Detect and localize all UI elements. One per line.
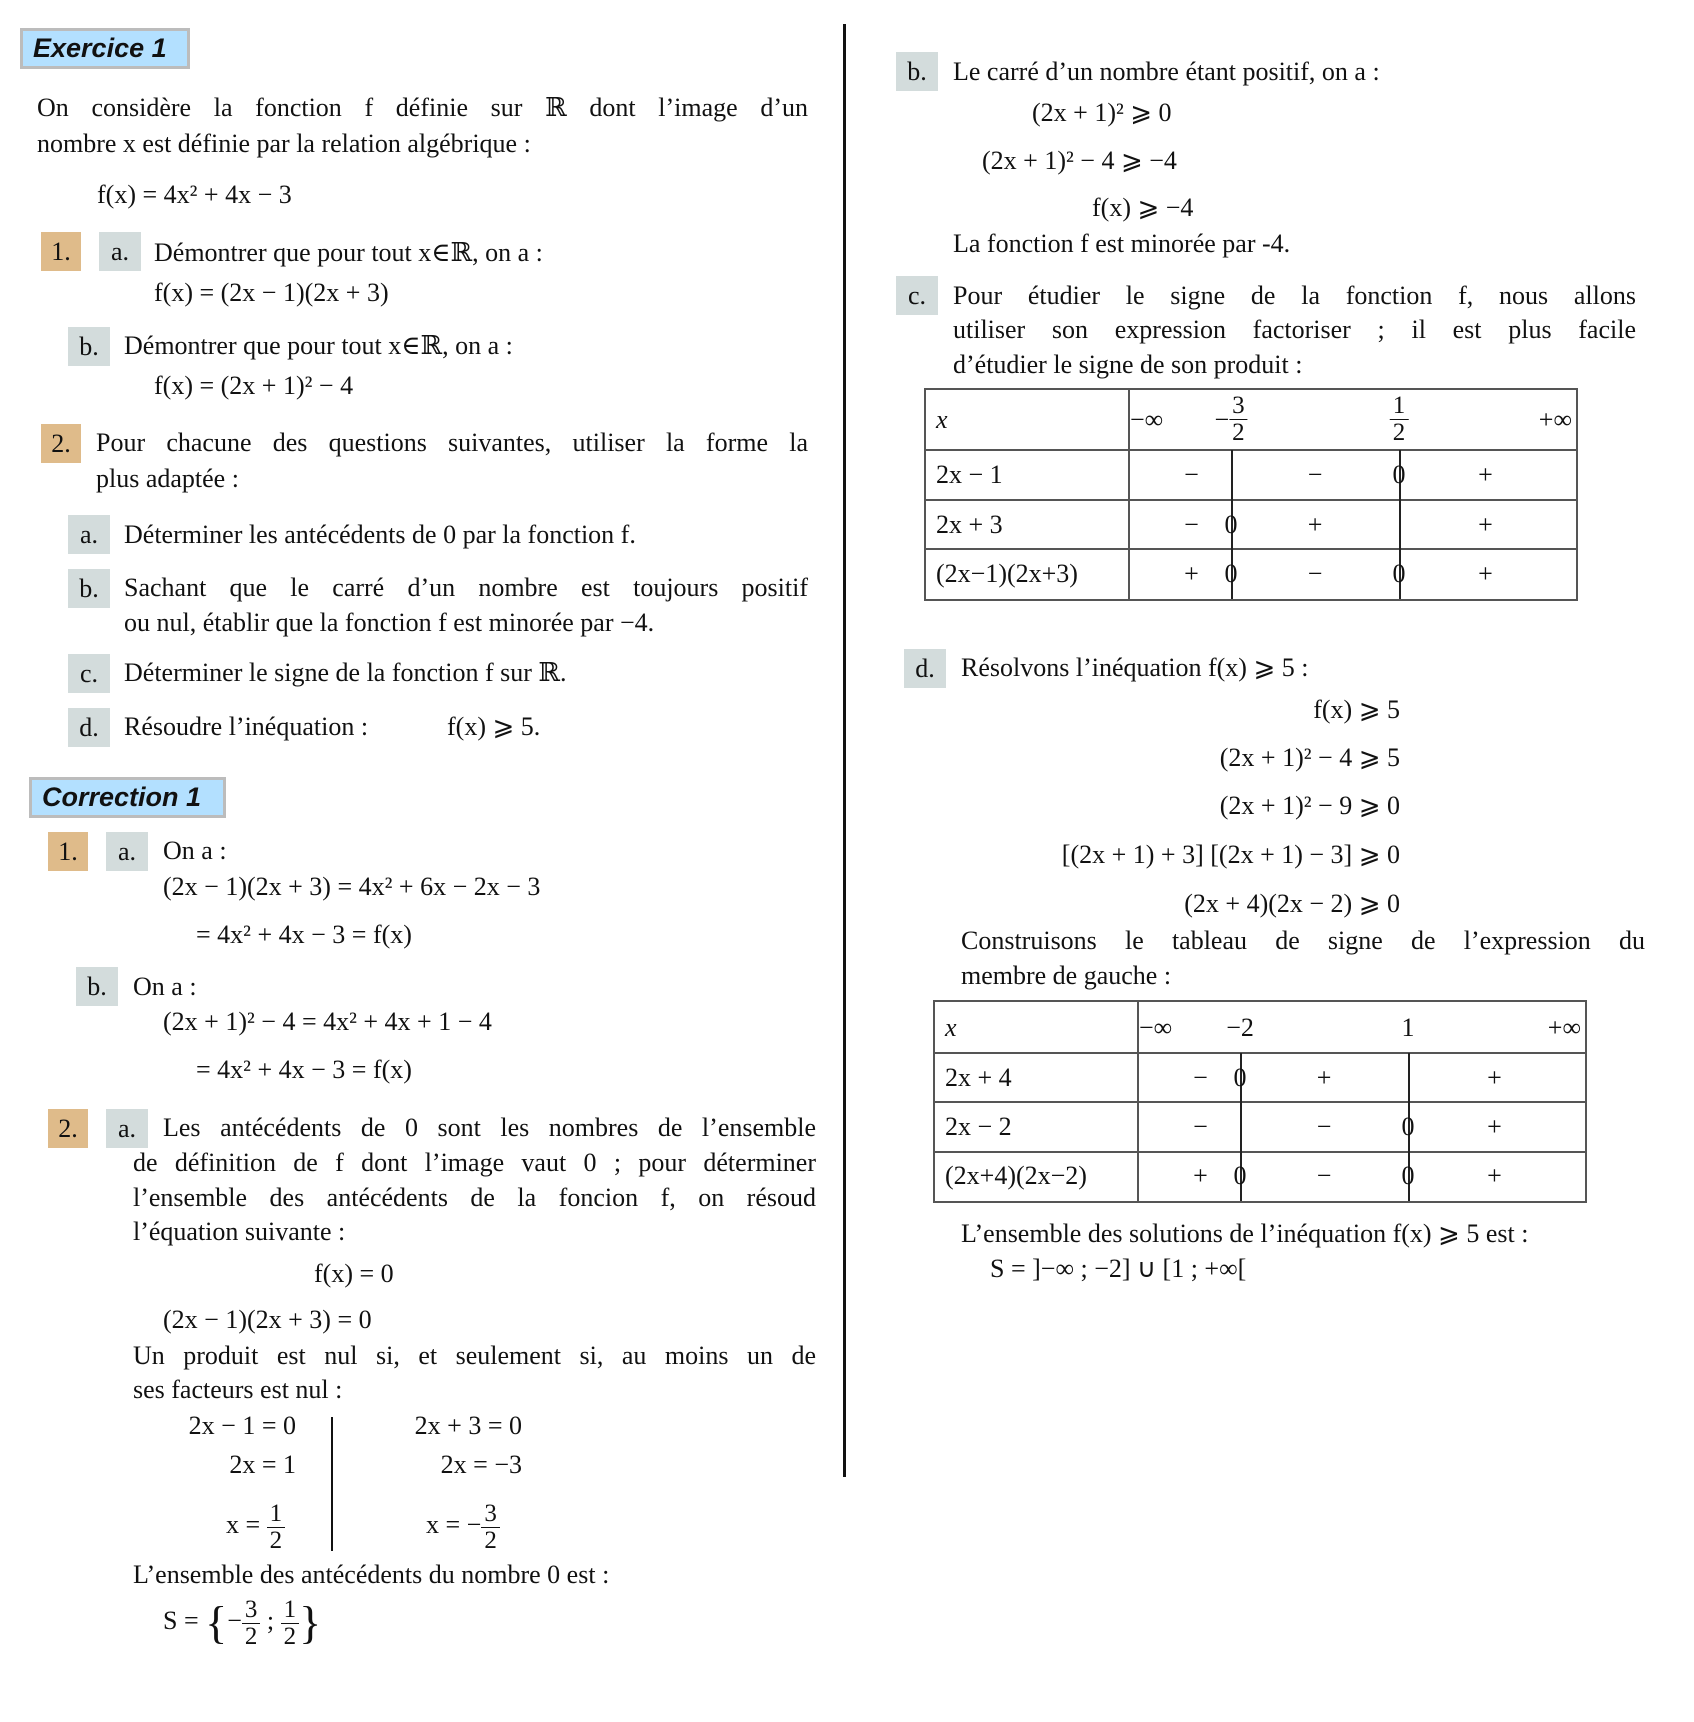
- table-sign: +: [1316, 1062, 1332, 1092]
- formula: (2x + 1)² − 9 ⩾ 0: [1219, 791, 1400, 820]
- table-sign: −: [1316, 1161, 1332, 1191]
- answer-text: l’ensemble des antécédents de la foncion f, on résoud: [133, 1183, 816, 1212]
- question-text: Résoudre l’inéquation :: [124, 712, 369, 741]
- formula: f(x) ⩾ −4: [1092, 193, 1194, 222]
- column-divider: [843, 24, 846, 1477]
- answer-text: l’équation suivante :: [133, 1217, 346, 1246]
- answer-text: de définition de f dont l’image vaut 0 ; pour déterminer: [133, 1148, 816, 1177]
- table-sign: −: [1184, 459, 1199, 489]
- table-row-label: 2x − 2: [945, 1112, 1012, 1141]
- formula: (2x − 1)(2x + 3) = 0: [163, 1305, 372, 1334]
- table-zero: 0: [1224, 559, 1238, 589]
- table-row-separator: [926, 499, 1576, 501]
- question-text: Déterminer les antécédents de 0 par la fonction f.: [124, 520, 636, 549]
- equation-text: x =: [226, 1510, 261, 1539]
- table-zero: 0: [1224, 509, 1238, 539]
- answer-text: La fonction f est minorée par -4.: [953, 229, 1291, 258]
- table-zero: 0: [1233, 1161, 1247, 1191]
- sign-table-inequation: [933, 1000, 1587, 1203]
- formula: (2x + 1)² ⩾ 0: [1032, 98, 1172, 127]
- table-row-separator: [935, 1151, 1585, 1153]
- equation-left-solution: [226, 1498, 285, 1554]
- table-zero: 0: [1392, 459, 1406, 489]
- subquestion-badge: b.: [76, 967, 118, 1006]
- formula: (2x + 1)² − 4 ⩾ −4: [982, 146, 1177, 175]
- table-header-label: x: [945, 1012, 957, 1042]
- fraction: [281, 1597, 300, 1650]
- question-number-badge: 2.: [41, 424, 81, 463]
- formula: [(2x + 1) + 3] [(2x + 1) − 3] ⩾ 0: [1061, 840, 1400, 869]
- function-definition: f(x) = 4x² + 4x − 3: [97, 180, 292, 209]
- question-text: Pour chacune des questions suivantes, utiliser la forme la: [96, 428, 808, 457]
- table-row-separator: [935, 1052, 1585, 1054]
- subquestion-badge: c.: [68, 654, 110, 693]
- table-row-separator: [926, 449, 1576, 451]
- answer-text: utiliser son expression factoriser ; il est plus facile: [953, 315, 1636, 344]
- formula: (2x + 1)² − 4 ⩾ 5: [1219, 743, 1400, 772]
- subquestion-badge: b.: [68, 569, 110, 608]
- table-row-label: 2x + 3: [936, 509, 1003, 539]
- table-row-label: 2x − 1: [936, 459, 1003, 489]
- subquestion-badge: a.: [106, 1109, 148, 1148]
- denominator: 2: [244, 1622, 258, 1650]
- close-brace: }: [299, 1597, 322, 1649]
- fraction: [481, 1501, 500, 1554]
- table-row-separator: [935, 1101, 1585, 1103]
- solution-set: [163, 1594, 321, 1650]
- formula: = 4x² + 4x − 3 = f(x): [196, 920, 412, 949]
- answer-text: ses facteurs est nul :: [133, 1375, 343, 1404]
- table-row-label: 2x + 4: [945, 1062, 1012, 1092]
- subquestion-badge: a.: [68, 515, 110, 554]
- question-number-badge: 2.: [48, 1109, 88, 1148]
- answer-text: Un produit est nul si, et seulement si, au moins un de: [133, 1341, 816, 1370]
- question-text: Démontrer que pour tout x∈ℝ, on a :: [154, 238, 543, 267]
- table-x-value: +∞: [1547, 1012, 1581, 1042]
- answer-text: On a :: [133, 972, 197, 1001]
- table-x-value: 1: [1401, 1012, 1415, 1042]
- subquestion-badge: d.: [68, 708, 110, 747]
- numerator: 3: [242, 1597, 261, 1624]
- formula: (2x − 1)(2x + 3) = 4x² + 6x − 2x − 3: [163, 872, 541, 901]
- table-sign: +: [1193, 1161, 1208, 1191]
- table-zero: 0: [1401, 1112, 1415, 1141]
- formula: f(x) = 0: [314, 1259, 394, 1288]
- set-prefix: S =: [163, 1606, 199, 1635]
- numerator: 3: [481, 1501, 500, 1528]
- table-sign: +: [1487, 1112, 1502, 1141]
- equation-text: x = −: [426, 1510, 482, 1539]
- table-row-label: (2x−1)(2x+3): [936, 559, 1078, 589]
- question-text: Déterminer le signe de la fonction f sur ℝ.: [124, 658, 567, 687]
- denominator: 2: [283, 1622, 297, 1650]
- table-sign: +: [1487, 1161, 1502, 1191]
- denominator: 2: [269, 1526, 283, 1554]
- system-separator: [331, 1417, 333, 1551]
- table-sign: −: [1193, 1062, 1208, 1092]
- answer-text: Les antécédents de 0 sont les nombres de l’ensemble: [163, 1113, 816, 1142]
- question-text: ou nul, établir que la fonction f est minorée par −4.: [124, 608, 655, 637]
- question-text: Sachant que le carré d’un nombre est toujours positif: [124, 573, 808, 602]
- answer-text: Construisons le tableau de signe de l’expression du: [961, 926, 1645, 955]
- question-number-badge: 1.: [48, 832, 88, 871]
- table-sign: −: [1184, 509, 1199, 539]
- numerator: 1: [267, 1501, 286, 1528]
- subquestion-badge: a.: [106, 832, 148, 871]
- table-sign: −: [1193, 1112, 1208, 1141]
- table-row-separator: [926, 548, 1576, 550]
- table-sign: +: [1307, 509, 1323, 539]
- table-x-value: [1214, 393, 1247, 446]
- answer-text: Le carré d’un nombre étant positif, on a :: [953, 57, 1380, 86]
- answer-text: Résolvons l’inéquation f(x) ⩾ 5 :: [961, 653, 1309, 682]
- equation-left: 2x − 1 = 0: [188, 1411, 296, 1440]
- table-sign: +: [1184, 559, 1199, 589]
- denominator: 2: [1232, 419, 1245, 446]
- equation-right: 2x + 3 = 0: [414, 1411, 522, 1440]
- minus-sign: −: [1214, 404, 1230, 434]
- fraction: [242, 1597, 261, 1650]
- fraction: [267, 1501, 286, 1554]
- numerator: 1: [281, 1597, 300, 1624]
- question-text: Démontrer que pour tout x∈ℝ, on a :: [124, 331, 513, 360]
- numerator: 1: [1390, 393, 1409, 420]
- answer-text: d’étudier le signe de son produit :: [953, 350, 1303, 379]
- subquestion-badge: b.: [896, 52, 938, 91]
- formula: f(x) ⩾ 5: [1313, 695, 1400, 724]
- formula: f(x) ⩾ 5.: [447, 712, 541, 741]
- intro-line: nombre x est définie par la relation algébrique :: [37, 129, 531, 158]
- answer-text: Pour étudier le signe de la fonction f, nous allons: [953, 281, 1636, 310]
- table-sign: −: [1307, 459, 1323, 489]
- equation-left: 2x = 1: [229, 1450, 296, 1479]
- table-sign: +: [1478, 559, 1493, 589]
- formula: (2x + 4)(2x − 2) ⩾ 0: [1184, 889, 1400, 918]
- formula: = 4x² + 4x − 3 = f(x): [196, 1055, 412, 1084]
- table-zero: 0: [1401, 1161, 1415, 1191]
- separator: ;: [266, 1606, 275, 1635]
- exercise-title: Exercice 1: [20, 28, 190, 69]
- table-zero: 0: [1392, 559, 1406, 589]
- table-x-value: −2: [1226, 1012, 1254, 1042]
- formula: f(x) = (2x + 1)² − 4: [154, 371, 354, 400]
- table-header-label: x: [936, 405, 948, 434]
- equation-right-solution: [426, 1498, 500, 1554]
- formula: f(x) = (2x − 1)(2x + 3): [154, 278, 389, 307]
- table-x-value: [1390, 393, 1409, 446]
- formula: (2x + 1)² − 4 = 4x² + 4x + 1 − 4: [163, 1007, 492, 1036]
- question-text: plus adaptée :: [96, 464, 239, 493]
- subquestion-badge: c.: [896, 276, 938, 315]
- fraction: [1229, 393, 1248, 446]
- numerator: 3: [1229, 393, 1248, 420]
- table-sign: +: [1478, 459, 1493, 489]
- table-sign: −: [1307, 559, 1323, 589]
- table-row-label: (2x+4)(2x−2): [945, 1161, 1087, 1191]
- table-x-value: +∞: [1538, 405, 1572, 434]
- denominator: 2: [484, 1526, 497, 1554]
- table-x-value: −∞: [1130, 405, 1164, 434]
- table-sign: −: [1316, 1112, 1332, 1141]
- table-x-value: −∞: [1139, 1012, 1173, 1042]
- question-number-badge: 1.: [41, 232, 81, 271]
- subquestion-badge: b.: [68, 327, 110, 366]
- answer-text: L’ensemble des solutions de l’inéquation f(x) ⩾ 5 est :: [961, 1219, 1529, 1248]
- table-zero: 0: [1233, 1062, 1247, 1092]
- table-sign: +: [1478, 509, 1493, 539]
- answer-text: L’ensemble des antécédents du nombre 0 est :: [133, 1560, 610, 1589]
- intro-line: On considère la fonction f définie sur ℝ dont l’image d’un: [37, 93, 808, 122]
- subquestion-badge: a.: [99, 232, 141, 271]
- fraction: [1390, 393, 1409, 446]
- equation-right: 2x = −3: [440, 1450, 522, 1479]
- table-sign: +: [1487, 1062, 1502, 1092]
- answer-text: membre de gauche :: [961, 961, 1172, 990]
- minus-sign: −: [227, 1606, 242, 1635]
- sign-table-product: [924, 388, 1578, 601]
- subquestion-badge: d.: [904, 649, 946, 688]
- open-brace: {: [205, 1597, 228, 1649]
- correction-title: Correction 1: [29, 777, 226, 818]
- solution-set: S = ]−∞ ; −2] ∪ [1 ; +∞[: [990, 1254, 1247, 1283]
- denominator: 2: [1392, 419, 1406, 446]
- answer-text: On a :: [163, 836, 227, 865]
